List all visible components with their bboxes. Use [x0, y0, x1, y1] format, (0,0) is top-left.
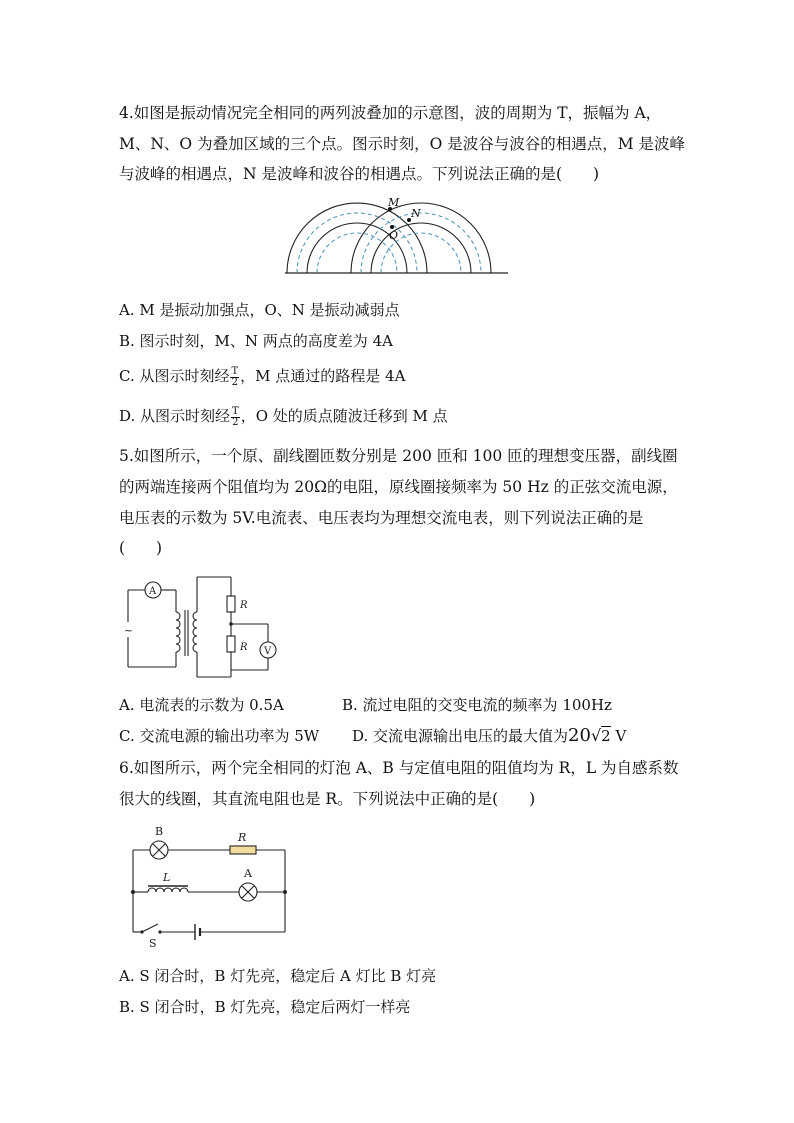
self-inductance-circuit-figure — [120, 822, 295, 950]
fraction-t-over-2: $\frac{T}{2}$ — [232, 405, 239, 428]
resistor-label: R — [238, 831, 247, 844]
q4-option-c — [119, 365, 405, 388]
q5-stem-line-4: ( ) — [119, 539, 163, 557]
q4-option-c-text: C. 从图示时刻经 — [119, 367, 230, 385]
q4-stem-line-3: 与波峰的相遇点，N 是波峰和波谷的相遇点。下列说法正确的是( ) — [119, 165, 600, 183]
ammeter-label: A — [149, 586, 157, 597]
q5-option-d-unit: V — [615, 727, 627, 745]
q6-option-b: B. S 闭合时，B 灯先亮，稳定后两灯一样亮 — [119, 998, 411, 1016]
sqrt-symbol: √ — [590, 726, 602, 745]
q5-stem-line-1: 5.如图所示，一个原、副线圈匝数分别是 200 匝和 100 匝的理想变压器，副线圈 — [119, 447, 678, 465]
q5-option-b: B. 流过电阻的交变电流的频率为 100Hz — [342, 696, 612, 714]
ac-source-symbol: ~ — [124, 624, 134, 637]
label-n: N — [411, 207, 421, 220]
q5-stem-line-2: 的两端连接两个阻值均为 20Ω的电阻，原线圈接频率为 50 Hz 的正弦交流电源， — [119, 478, 678, 496]
wave-superposition-figure — [280, 192, 512, 282]
label-m: M — [388, 196, 400, 209]
q5-stem-line-3: 电压表的示数为 5V.电流表、电压表均为理想交流电表，则下列说法正确的是 — [119, 509, 644, 527]
q5-option-d-radicand: 2 — [601, 727, 611, 745]
lamp-b-label: B — [155, 825, 164, 838]
label-o: O — [389, 229, 399, 242]
voltmeter-label: V — [264, 646, 272, 657]
resistor-label-2: R — [240, 642, 248, 653]
q6-stem-line-2: 很大的线圈，其直流电阻也是 R。下列说法中正确的是( ) — [119, 790, 536, 808]
inductor-label: L — [163, 871, 171, 884]
q4-option-d-text: D. 从图示时刻经 — [119, 407, 231, 425]
q5-option-d — [352, 725, 626, 747]
q4-option-a: A. M 是振动加强点，O、N 是振动减弱点 — [119, 301, 400, 319]
q5-option-c: C. 交流电源的输出功率为 5W — [119, 727, 320, 745]
q4-option-b: B. 图示时刻，M、N 两点的高度差为 4A — [119, 332, 393, 350]
fraction-t-over-2: $\frac{T}{2}$ — [231, 365, 239, 388]
q4-option-d — [119, 405, 448, 428]
q6-option-a: A. S 闭合时，B 灯先亮，稳定后 A 灯比 B 灯亮 — [119, 967, 437, 985]
q4-option-c-rest: ，M 点通过的路程是 4A — [240, 367, 406, 385]
q4-stem-line-1: 4.如图是振动情况完全相同的两列波叠加的示意图，波的周期为 T，振幅为 A， — [119, 104, 662, 122]
q5-option-a: A. 电流表的示数为 0.5A — [119, 696, 284, 714]
q4-stem-line-2: M、N、O 为叠加区域的三个点。图示时刻，O 是波谷与波谷的相遇点，M 是波峰 — [119, 135, 686, 153]
resistor-label-1: R — [240, 600, 248, 611]
transformer-circuit-figure — [118, 572, 286, 684]
q6-stem-line-1: 6.如图所示，两个完全相同的灯泡 A、B 与定值电阻的阻值均为 R，L 为自感系数 — [119, 759, 679, 777]
q5-option-d-text: D. 交流电源输出电压的最大值为 — [352, 727, 569, 745]
q4-option-d-rest: ，O 处的质点随波迁移到 M 点 — [240, 407, 448, 425]
switch-label: S — [149, 937, 157, 950]
q5-option-d-coefficient: 20 — [568, 725, 591, 746]
lamp-a-label: A — [244, 867, 252, 880]
